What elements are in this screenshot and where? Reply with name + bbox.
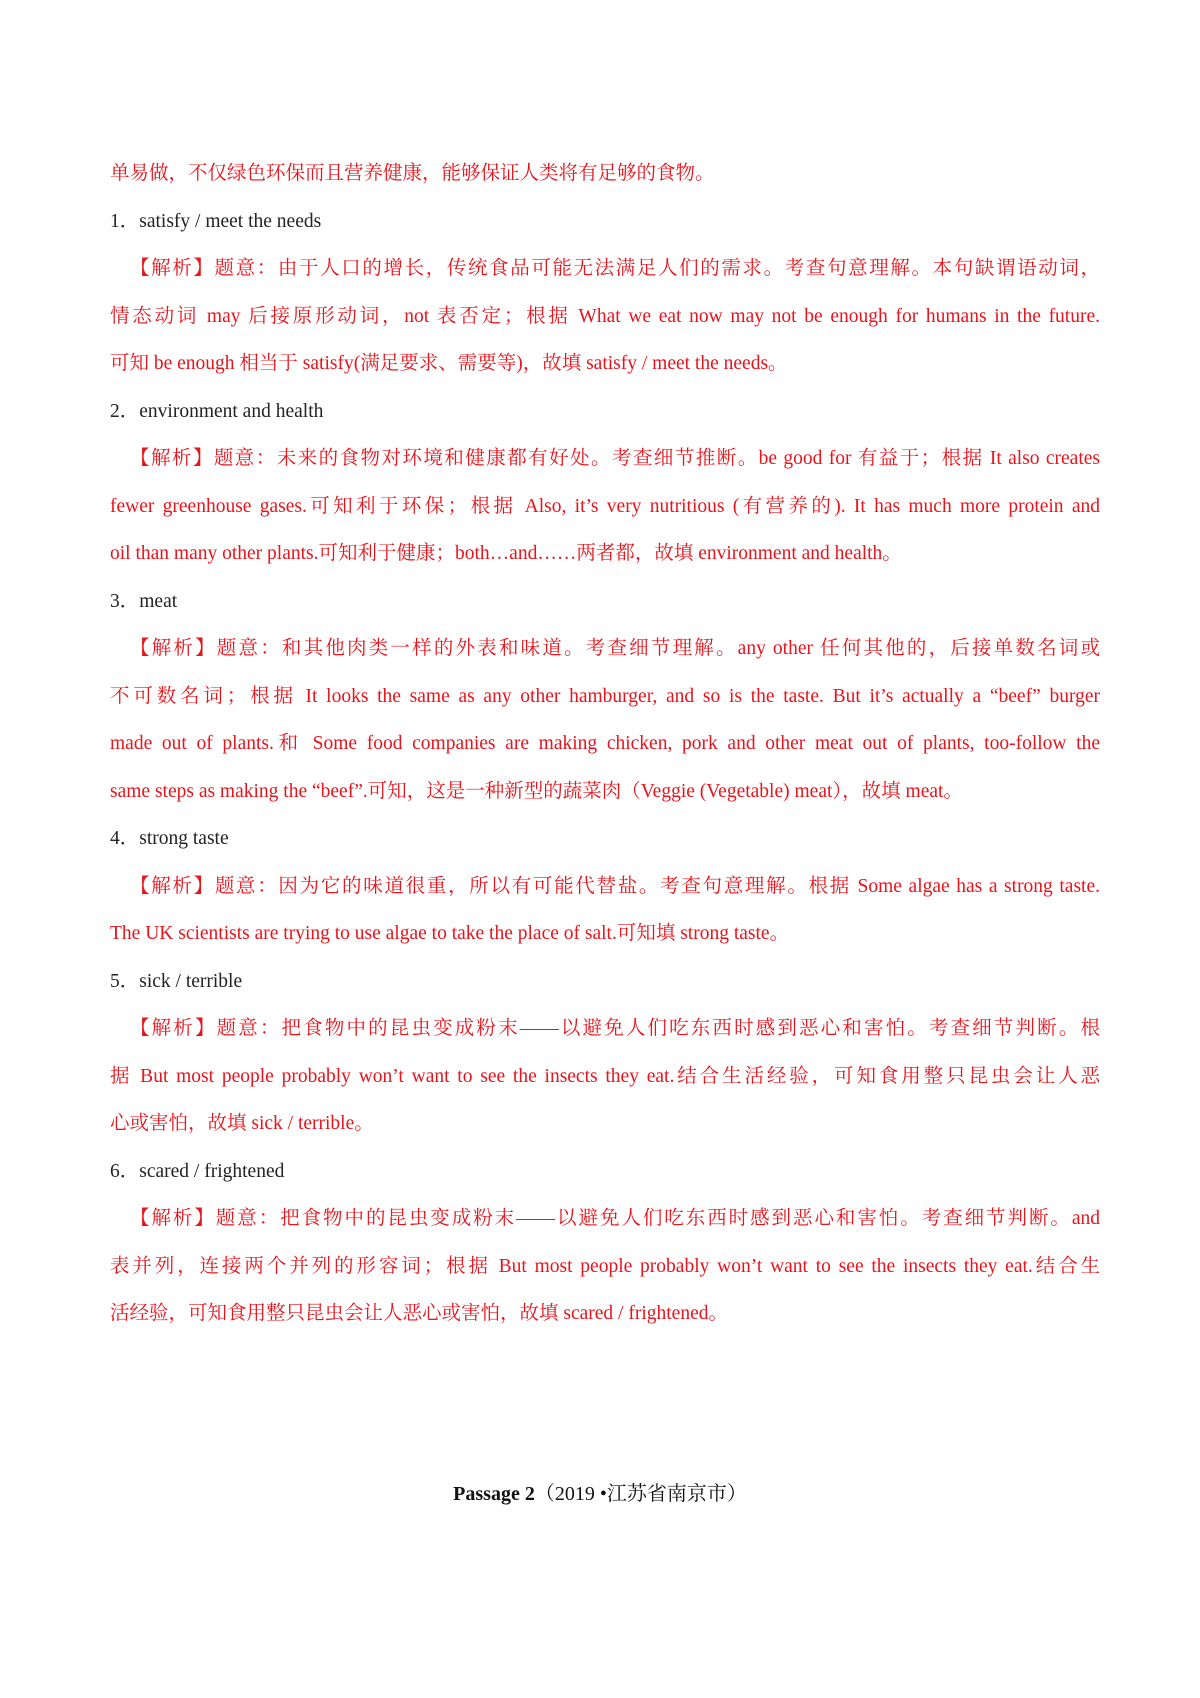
analysis-block	[110, 863, 1100, 958]
answer-line: 3．meat	[110, 590, 178, 612]
analysis-line: 据 But most people probably won’t want to see the insects they eat.结合生活经验，可知食用整只昆虫会让人恶	[110, 1065, 1100, 1087]
passage-heading	[0, 1474, 1200, 1514]
answer-line: 1．satisfy / meet the needs	[110, 210, 322, 232]
analysis-line: 活经验，可知食用整只昆虫会让人恶心或害怕，故填 scared / frightened。	[110, 1303, 728, 1324]
analysis-line: same steps as making the “beef”.可知，这是一种新型的蔬菜肉（Veggie (Vegetable) meat），故填 meat。	[110, 780, 963, 802]
analysis-block	[110, 625, 1100, 815]
analysis-line: fewer greenhouse gases.可知利于环保；根据 Also, it’s very nutritious (有营养的). It has much more protein and	[110, 495, 1100, 517]
answer-line: 2．environment and health	[110, 400, 324, 422]
answer-line: 5．sick / terrible	[110, 970, 243, 992]
analysis-block	[110, 245, 1100, 388]
analysis-line: 【解析】题意：因为它的味道很重，所以有可能代替盐。考查句意理解。根据 Some algae has a strong taste.	[130, 875, 1100, 897]
answer-item	[110, 388, 1100, 578]
passage-title: Passage 2	[453, 1483, 535, 1505]
answer-item	[110, 958, 1100, 1148]
answer-item	[110, 198, 1100, 388]
analysis-line: made out of plants.和 Some food companies are making chicken, pork and other meat out of plants, too-follow the	[110, 733, 1100, 754]
answer-item	[110, 578, 1100, 816]
analysis-line: 【解析】题意：由于人口的增长，传统食品可能无法满足人们的需求。考查句意理解。本句缺谓语动词，	[130, 258, 1100, 279]
analysis-line: 情态动词 may 后接原形动词，not 表否定；根据 What we eat now may not be enough for humans in the future.	[110, 305, 1100, 327]
analysis-line: oil than many other plants.可知利于健康；both…and……两者都，故填 environment and health。	[110, 543, 902, 564]
analysis-line: 【解析】题意：和其他肉类一样的外表和味道。考查细节理解。any other 任何其他的，后接单数名词或	[130, 638, 1100, 659]
answer-key-content	[110, 150, 1100, 1338]
analysis-block	[110, 435, 1100, 578]
answer-line: 6．scared / frightened	[110, 1160, 285, 1182]
analysis-block	[110, 1195, 1100, 1338]
analysis-line: 表并列，连接两个并列的形容词；根据 But most people probably won’t want to see the insects they eat.结合生	[110, 1255, 1100, 1277]
analysis-line: 心或害怕，故填 sick / terrible。	[110, 1113, 374, 1134]
analysis-line: 不可数名词；根据 It looks the same as any other hamburger, and so is the taste. But it’s actually a “beef” burger	[110, 685, 1100, 707]
passage-source: （2019 •江苏省南京市）	[534, 1483, 747, 1505]
answer-line: 4．strong taste	[110, 828, 229, 849]
answer-items	[110, 198, 1100, 1338]
analysis-line: 【解析】题意：未来的食物对环境和健康都有好处。考查细节推断。be good for 有益于；根据 It also creates	[130, 448, 1100, 469]
answer-item	[110, 1148, 1100, 1338]
analysis-line: 【解析】题意：把食物中的昆虫变成粉末——以避免人们吃东西时感到恶心和害怕。考查细节判断。and	[130, 1208, 1100, 1229]
analysis-line: The UK scientists are trying to use algae to take the place of salt.可知填 strong taste。	[110, 923, 790, 944]
answer-item	[110, 815, 1100, 958]
analysis-line: 【解析】题意：把食物中的昆虫变成粉末——以避免人们吃东西时感到恶心和害怕。考查细节判断。根	[130, 1018, 1100, 1039]
analysis-line: 可知 be enough 相当于 satisfy(满足要求、需要等)，故填 satisfy / meet the needs。	[110, 353, 788, 374]
analysis-block	[110, 1005, 1100, 1148]
intro-line: 单易做，不仅绿色环保而且营养健康，能够保证人类将有足够的食物。	[110, 163, 715, 184]
